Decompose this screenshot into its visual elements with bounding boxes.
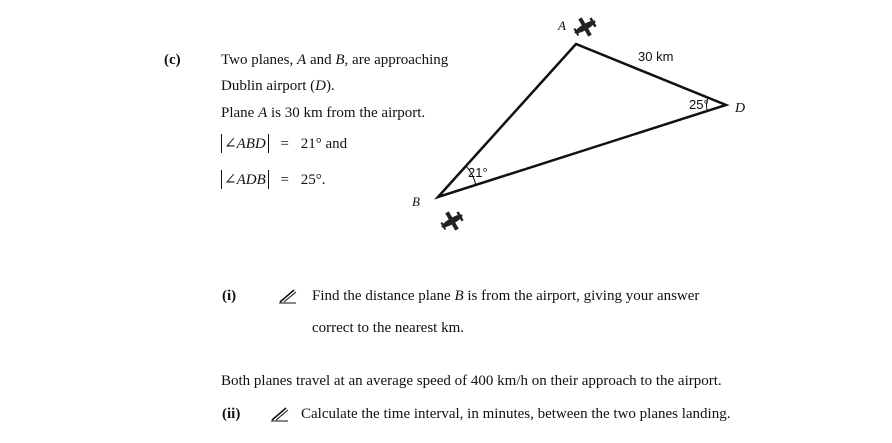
text: is from the airport, giving your answer [463,288,700,304]
text: Dublin airport ( [221,78,316,94]
pencil-icon [270,406,290,422]
text: and [306,52,336,68]
angle-d-label: 25° [689,97,709,112]
angle-adb: ∠ADB [221,170,269,189]
sub-ii-text: Calculate the time interval, in minutes, between the two planes landing. [301,406,731,422]
var-a: A [297,52,307,68]
text: Plane [221,105,259,121]
text: Find the distance plane [312,288,455,304]
sub-i-label: (i) [222,288,237,304]
part-label: (c) [164,52,181,68]
equals: = [280,136,289,152]
text: , are approaching [344,52,449,68]
pencil-icon [278,288,298,304]
text: Two planes, [221,52,298,68]
var-d: D [315,78,326,94]
text: ). [326,78,335,94]
speed-text: Both planes travel at an average speed of 400 km/h on their approach to the airport. [221,373,722,389]
angle-abd-value: 21° and [300,136,348,152]
sub-i-line-2: correct to the nearest km. [312,320,465,336]
angle-abd: ∠ABD [221,134,269,153]
text: is 30 km from the airport. [267,105,426,121]
point-b-label: B [412,194,420,209]
var-a: A [258,105,268,121]
point-a-label: A [558,18,566,33]
var-b: B [454,288,464,304]
plane-a-icon [570,12,601,41]
var-b: B [335,52,345,68]
angle-adb-value: 25°. [300,172,326,188]
equals: = [280,172,289,188]
plane-b-icon [437,206,468,235]
side-ad-label: 30 km [638,49,674,64]
sub-ii-label: (ii) [222,406,241,422]
angle-b-label: 21° [468,165,488,180]
point-d-label: D [735,101,746,116]
sub-i-line-1 [312,288,699,305]
